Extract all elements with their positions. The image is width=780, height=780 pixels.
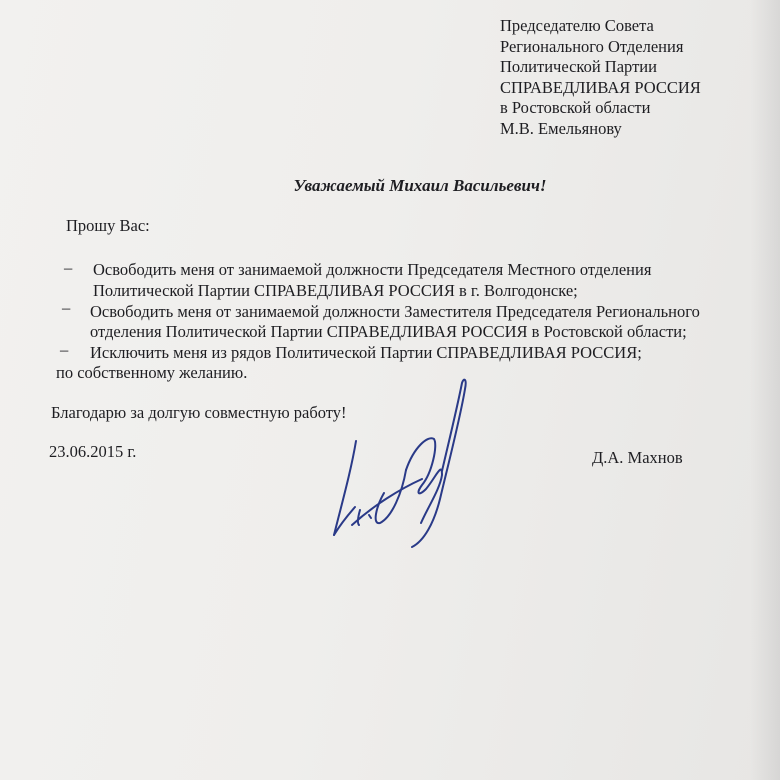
list-item-line: Политической Партии СПРАВЕДЛИВАЯ РОССИЯ в г. Волгодонске; bbox=[93, 281, 578, 300]
addressee-block bbox=[500, 16, 701, 139]
list-dash: – bbox=[62, 298, 71, 317]
addressee-line: М.В. Емельянову bbox=[500, 118, 622, 138]
addressee-line: в Ростовской области bbox=[500, 98, 651, 117]
list-dash: – bbox=[64, 258, 73, 277]
addressee-line: Политической Партии bbox=[500, 57, 657, 76]
salutation: Уважаемый Михаил Васильевич! bbox=[293, 176, 547, 195]
request-intro: Прошу Вас: bbox=[66, 216, 150, 235]
date: 23.06.2015 г. bbox=[49, 442, 137, 461]
list-item-line: Освободить меня от занимаемой должности Председателя Местного отделения bbox=[93, 260, 652, 279]
list-item-line: Освободить меня от занимаемой должности Заместителя Председателя Регионального bbox=[90, 302, 700, 321]
addressee-line: Регионального Отделения bbox=[500, 36, 684, 56]
list-dash: – bbox=[60, 340, 69, 359]
addressee-line: СПРАВЕДЛИВАЯ РОССИЯ bbox=[500, 77, 701, 97]
list-item-line: отделения Политической Партии СПРАВЕДЛИВАЯ РОССИЯ в Ростовской области; bbox=[90, 322, 687, 341]
list-item-line: Исключить меня из рядов Политической Партии СПРАВЕДЛИВАЯ РОССИЯ; bbox=[90, 343, 642, 362]
signatory-name: Д.А. Махнов bbox=[592, 448, 683, 467]
addressee-line: Председателю Совета bbox=[500, 16, 654, 35]
reason-text: по собственному желанию. bbox=[56, 363, 248, 382]
gratitude-text: Благодарю за долгую совместную работу! bbox=[51, 403, 347, 422]
handwritten-signature bbox=[328, 375, 478, 550]
